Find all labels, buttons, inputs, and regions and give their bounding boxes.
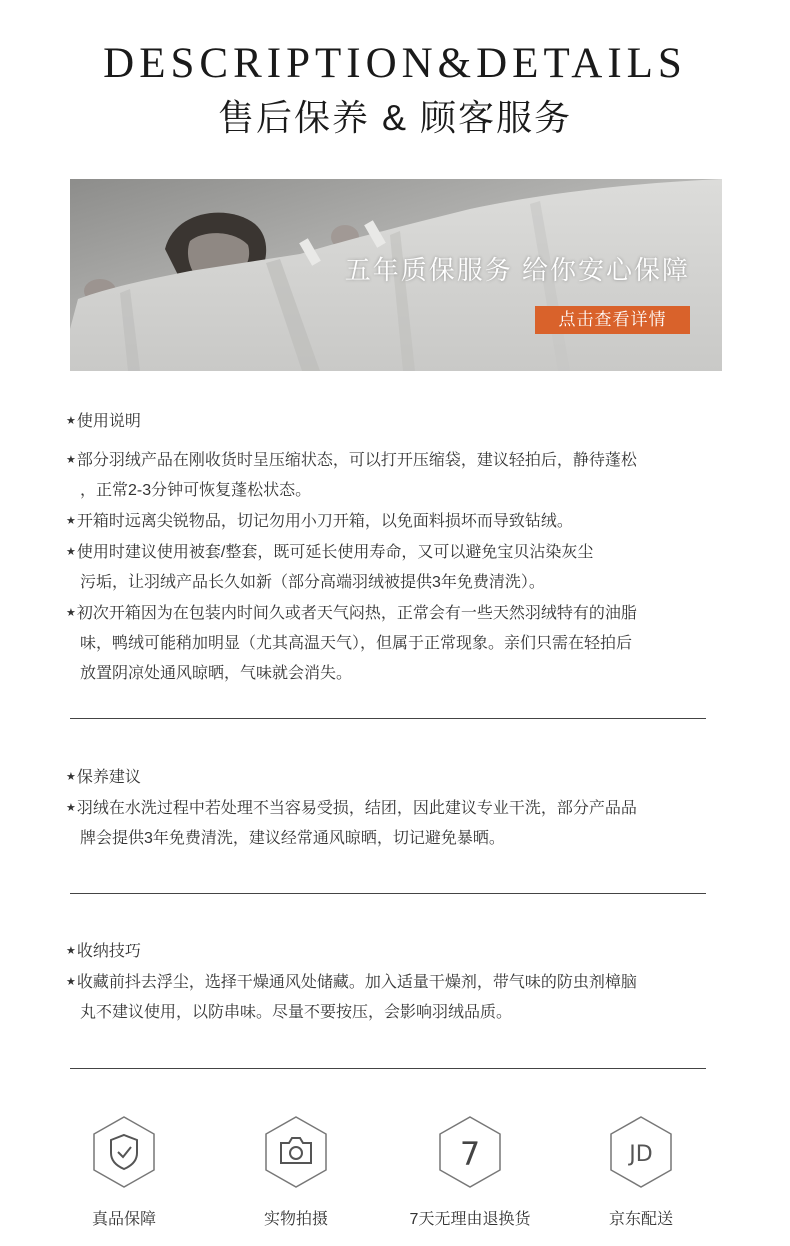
star-icon: ★ <box>66 976 76 988</box>
page-title-cn: 售后保养 & 顾客服务 <box>217 97 573 138</box>
usage-item-3-line-2: 污垢，让羽绒产品长久如新（部分高端羽绒被提供3年免费清洗）。 <box>80 574 545 591</box>
badge-real-photo <box>231 1115 361 1231</box>
badge-authentic <box>59 1115 189 1231</box>
usage-item-4-line-3: 放置阴凉处通风晾晒，气味就会消失。 <box>80 665 353 682</box>
usage-title: ★使用说明 <box>66 413 141 430</box>
banner-slogan: 五年质保服务 给你安心保障 <box>344 255 690 285</box>
usage-item-3-line-1: ★使用时建议使用被套/整套，既可延长使用寿命，又可以避免宝贝沾染灰尘 <box>66 544 594 561</box>
star-icon: ★ <box>66 802 76 814</box>
badge-jd-delivery <box>576 1115 706 1231</box>
star-icon: ★ <box>66 454 76 466</box>
star-icon: ★ <box>66 945 76 957</box>
shield-check-icon <box>91 1115 157 1189</box>
usage-item-1-line-1: ★部分羽绒产品在刚收货时呈压缩状态，可以打开压缩袋，建议轻拍后，静待蓬松 <box>66 452 637 469</box>
usage-section <box>66 406 708 689</box>
star-icon: ★ <box>66 415 76 427</box>
usage-item-4-line-1: ★初次开箱因为在包装内时间久或者天气闷热，正常会有一些天然羽绒特有的油脂 <box>66 605 637 622</box>
warranty-banner[interactable] <box>70 179 722 371</box>
storage-section <box>66 936 708 1028</box>
care-title: ★保养建议 <box>66 769 141 786</box>
badge-7-day-return <box>405 1115 535 1231</box>
usage-item-4-line-2: 味，鸭绒可能稍加明显（尤其高温天气），但属于正常现象。亲们只需在轻拍后 <box>80 635 633 652</box>
seven-glyph: 7 <box>459 1135 481 1173</box>
care-section <box>66 762 708 854</box>
care-item-1-line-1: ★羽绒在水洗过程中若处理不当容易受损，结团，因此建议专业干洗，部分产品品 <box>66 800 637 817</box>
storage-item-1-line-2: 丸不建议使用，以防串味。尽量不要按压，会影响羽绒品质。 <box>80 1004 513 1021</box>
page-title-en: DESCRIPTION&DETAILS <box>103 40 687 87</box>
star-icon: ★ <box>66 546 76 558</box>
badge-label: 京东配送 <box>608 1211 673 1228</box>
divider <box>70 893 706 894</box>
view-details-button[interactable]: 点击查看详情 <box>535 306 690 334</box>
jd-icon <box>608 1115 674 1189</box>
star-icon: ★ <box>66 771 76 783</box>
usage-item-2-line-1: ★开箱时远离尖锐物品，切记勿用小刀开箱，以免面料损坏而导致钻绒。 <box>66 513 573 530</box>
jd-glyph: JD <box>629 1142 653 1167</box>
badge-label: 真品保障 <box>91 1211 156 1228</box>
star-icon: ★ <box>66 515 76 527</box>
usage-item-1-line-2: ，正常2-3分钟可恢复蓬松状态。 <box>80 482 312 499</box>
badge-label: 7天无理由退换货 <box>409 1211 531 1228</box>
star-icon: ★ <box>66 607 76 619</box>
divider <box>70 1068 706 1069</box>
storage-title: ★收纳技巧 <box>66 943 141 960</box>
care-item-1-line-2: 牌会提供3年免费清洗，建议经常通风晾晒，切记避免暴晒。 <box>80 830 505 847</box>
storage-item-1-line-1: ★收藏前抖去浮尘，选择干燥通风处储藏。加入适量干燥剂，带气味的防虫剂樟脑 <box>66 974 637 991</box>
camera-icon <box>263 1115 329 1189</box>
seven-icon <box>437 1115 503 1189</box>
badge-label: 实物拍摄 <box>263 1211 328 1228</box>
divider <box>70 718 706 719</box>
